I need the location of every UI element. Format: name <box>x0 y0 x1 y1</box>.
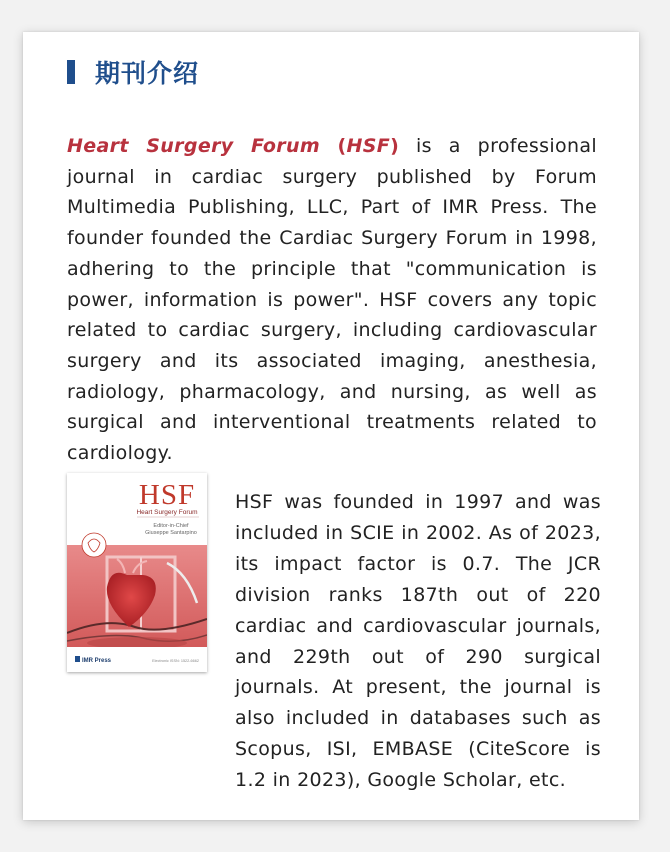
journal-intro-card <box>23 32 639 820</box>
journal-name: Heart Surgery Forum <box>67 135 320 157</box>
journal-cover-image <box>67 473 207 672</box>
journal-abbr: HSF <box>346 135 391 157</box>
heading-title: 期刊介绍 <box>95 59 200 88</box>
cover-publisher: IMR Press <box>82 658 112 664</box>
intro-paragraph <box>67 131 597 469</box>
details-paragraph: HSF was founded in 1997 and was included in SCIE in 2002. As of 2023, its impact factor is 0.7. The JCR division ranks 187th out of 220 cardiac and cardiovascular journals, and 229th out of 290 surgical journals. At present, the journal is also included in databases such as Scopus, ISI, EMBASE (CiteScore is 1.2 in 2023), Google Scholar, etc. <box>235 491 601 792</box>
publisher-logo-icon <box>75 656 80 662</box>
section-heading <box>67 54 199 90</box>
journal-abbr-close: ) <box>390 135 400 157</box>
cover-subtitle: Heart Surgery Forum <box>136 509 198 516</box>
cover-title: HSF <box>138 479 196 511</box>
journal-abbr-open: ( <box>320 135 347 157</box>
cover-editor-name: Giuseppe Santarpino <box>145 530 197 536</box>
cover-editor-label: Editor-in-Chief <box>153 523 189 529</box>
cover-issn: Electronic ISSN: 1522-6662 <box>152 659 199 663</box>
intro-text: is a professional journal in cardiac surgery published by Forum Multimedia Publishing, LLC, Part of IMR Press. The founder founded the Cardiac Surgery Forum in 1998, adhering to the principle that "communication is power, information is power". HSF covers any topic related to cardiac surgery, including cardiovascular surgery and its associated imaging, anesthesia, radiology, pharmacology, and nursing, as well as surgical and interventional treatments related to cardiology. <box>67 135 598 465</box>
heading-accent-bar <box>67 60 75 84</box>
